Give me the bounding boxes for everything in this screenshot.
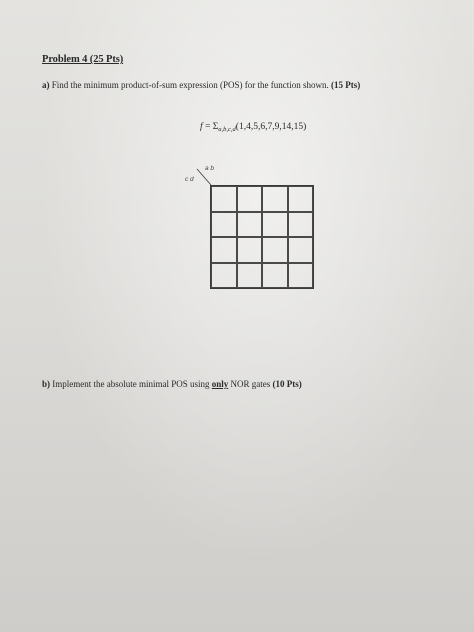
- kmap-grid: [210, 185, 314, 289]
- kmap-cell: [288, 237, 314, 263]
- function-equals: =: [202, 122, 213, 132]
- function-name: f: [200, 122, 203, 132]
- part-b-question: [42, 379, 302, 389]
- karnaugh-map: [185, 163, 325, 293]
- part-a-label: a): [42, 80, 50, 90]
- kmap-cell: [288, 212, 314, 238]
- part-b-label: b): [42, 379, 51, 389]
- problem-title: Problem 4 (25 Pts): [42, 54, 124, 65]
- kmap-cell: [237, 263, 263, 289]
- kmap-cell: [262, 237, 288, 263]
- function-minterms: (1,4,5,6,7,9,14,15): [235, 122, 307, 132]
- part-b-points: (10 Pts): [272, 379, 302, 389]
- function-expression: [200, 122, 306, 133]
- part-b-text-after: NOR gates: [230, 379, 271, 389]
- part-a-question: [42, 80, 442, 90]
- kmap-cell: [211, 186, 237, 212]
- part-b-text: Implement the absolute minimal POS using: [52, 379, 210, 389]
- kmap-cell: [211, 237, 237, 263]
- part-b-emphasis: only: [211, 379, 229, 389]
- kmap-cell: [237, 212, 263, 238]
- kmap-cell: [288, 186, 314, 212]
- kmap-cell: [262, 263, 288, 289]
- function-variables: a,b,c,d: [218, 126, 236, 133]
- sigma-symbol: Σ: [212, 122, 219, 132]
- part-a-points: (15 Pts): [330, 80, 361, 90]
- kmap-cell: [262, 212, 288, 238]
- kmap-cell: [262, 186, 288, 212]
- part-a-text: Find the minimum product-of-sum expression (POS) for the function shown.: [51, 80, 329, 90]
- kmap-cell: [211, 212, 237, 238]
- kmap-row-variables: a b: [205, 165, 215, 172]
- kmap-column-variables: c d: [185, 176, 194, 183]
- kmap-cell: [237, 237, 263, 263]
- kmap-cell: [288, 263, 314, 289]
- kmap-cell: [211, 263, 237, 289]
- kmap-cell: [237, 186, 263, 212]
